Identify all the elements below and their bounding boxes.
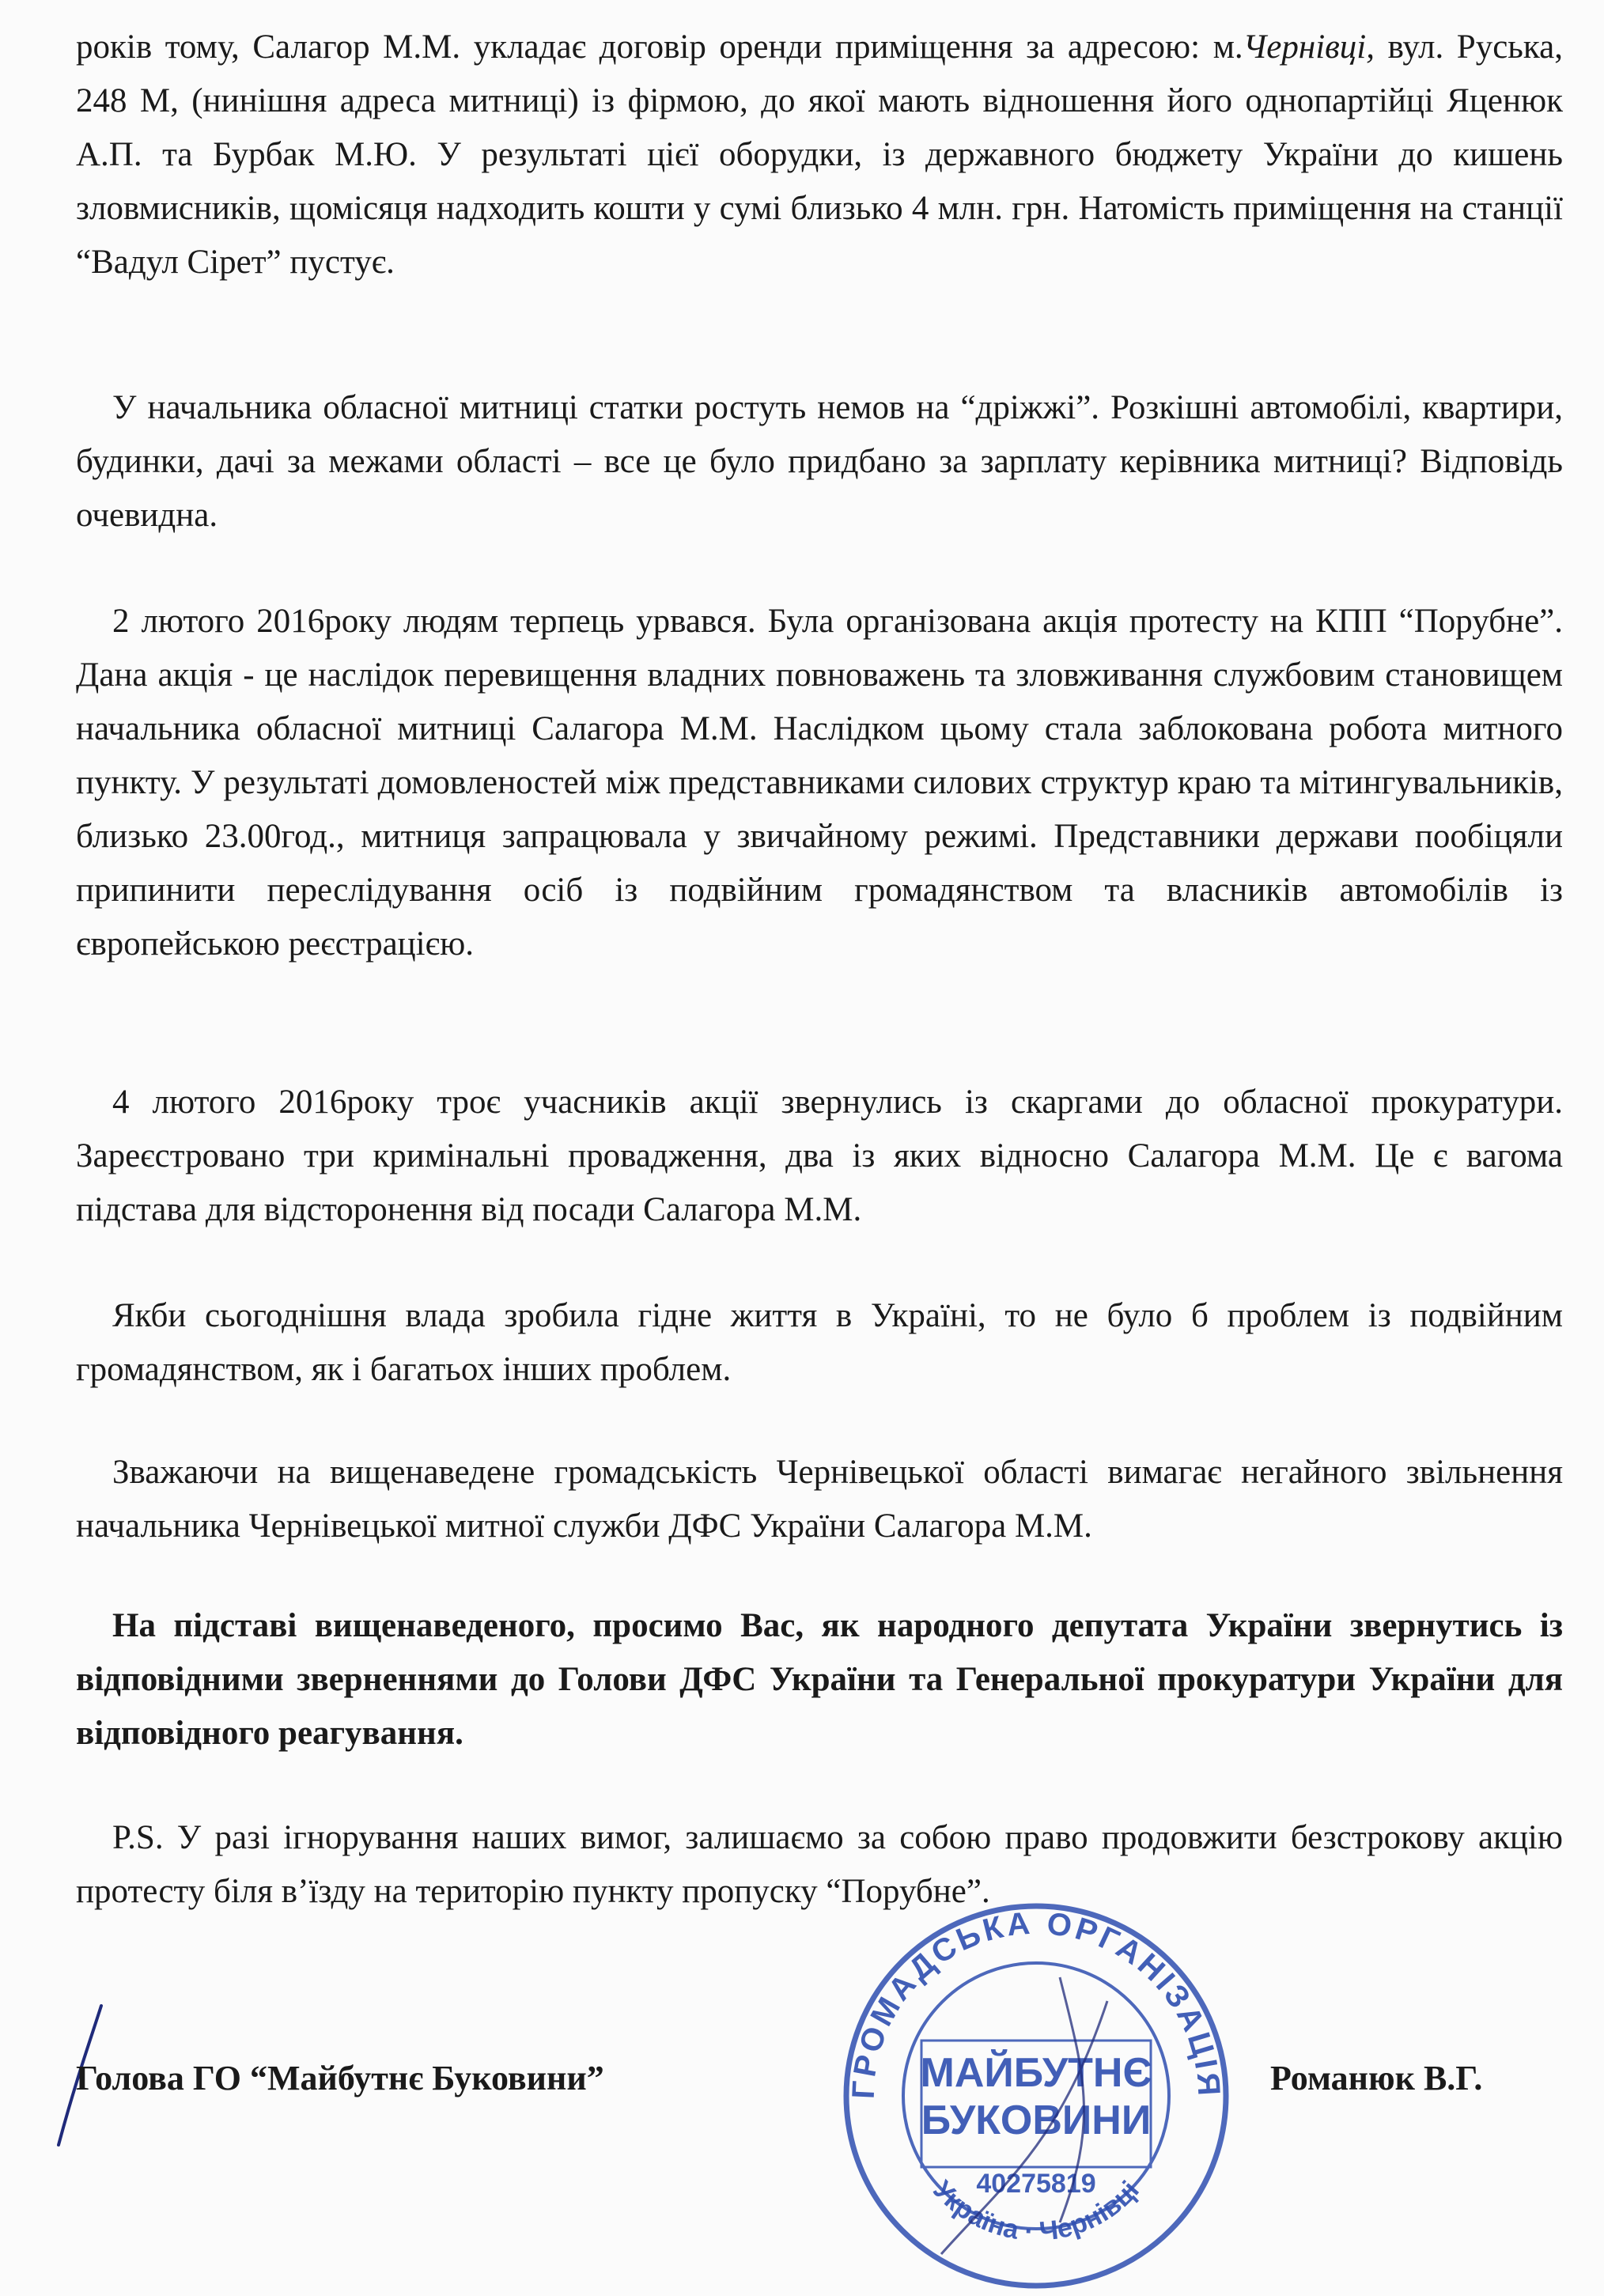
paragraph-1-text: років тому, Салагор М.М. укладає договір оренди приміщення за адресою: м. — [76, 28, 1243, 66]
signatory-name: Романюк В.Г. — [1270, 2059, 1483, 2097]
stamp-bottom-text: Україна · Чернівці — [927, 2175, 1145, 2247]
paragraph-5: Якби сьогоднішня влада зробила гідне життя в Україні, то не було б проблем із подвійним громадянством, як і багатьох інших проблем. — [76, 1297, 1563, 1388]
organization-stamp — [823, 1882, 1250, 2294]
signatory-position: Голова ГО “Майбутнє Буковини” — [76, 2059, 604, 2097]
stamp-line-2: БУКОВИНИ — [921, 2097, 1152, 2143]
postscript-paragraph: P.S. У разі ігнорування наших вимог, залишаємо за собою право продовжити безстрокову акцію протесту біля в’їзду на територію пункту пропуску “Порубне”. — [76, 1819, 1563, 1910]
paragraph-4: 4 лютого 2016року троє учасників акції звернулись із скаргами до обласної прокуратури. Зареєстровано три кримінальні провадження, два із яких відносно Салагора М.М. Це є вагома підстава для відсторонення від посади Салагора М.М. — [76, 1084, 1563, 1228]
paragraph-6: Зважаючи на вищенаведене громадськість Чернівецької області вимагає негайного звільнення начальника Чернівецької митної служби ДФС України Салагора М.М. — [76, 1454, 1563, 1545]
stamp-line-1: МАЙБУТНЄ — [920, 2050, 1152, 2096]
stamp-code: 40275819 — [976, 2169, 1096, 2199]
paragraph-1 — [76, 21, 1563, 289]
stamp-ring-text: ГРОМАДСЬКА ОРГАНІЗАЦІЯ — [846, 1905, 1227, 2100]
paragraph-1-city: Чернівці, — [1243, 28, 1375, 66]
paragraph-2: У начальника обласної митниці статки ростуть немов на “дріжжі”. Розкішні автомобілі, квартири, будинки, дачі за межами області – все це було придбано за зарплату керівника митниці? Відповідь очевидна. — [76, 389, 1563, 534]
paragraph-3: 2 лютого 2016року людям терпець урвався. Була організована акція протесту на КПП “Порубне”. Дана акція - це наслідок перевищення владних повноважень та зловживання службовим становищем начальника обласної митниці Салагора М.М. Наслідком цьому стала заблокована робота митного пункту. У результаті домовленостей між представниками силових структур краю та мітингувальників, близько 23.00год., митниця запрацювала у звичайному режимі. Представники держави пообіцяли припинити переслідування осіб із подвійним громадянством та власників автомобілів із європейською реєстрацією. — [76, 603, 1563, 963]
paragraph-1-text-rest: вул. Руська, 248 М, (нинішня адреса митниці) із фірмою, до якої мають відношення його однопартійці Яценюк А.П. та Бурбак М.Ю. У результаті цієї оборудки, із державного бюджету України до кишень зловмисників, щомісяця надходить кошти у сумі близько 4 млн. грн. Натомість приміщення на станції “Вадул Сірет” пустує. — [76, 28, 1563, 281]
request-paragraph: На підставі вищенаведеного, просимо Вас, як народного депутата України звернутись із відповідними зверненнями до Голови ДФС України та Генеральної прокуратури України для відповідного реагування. — [76, 1607, 1563, 1752]
